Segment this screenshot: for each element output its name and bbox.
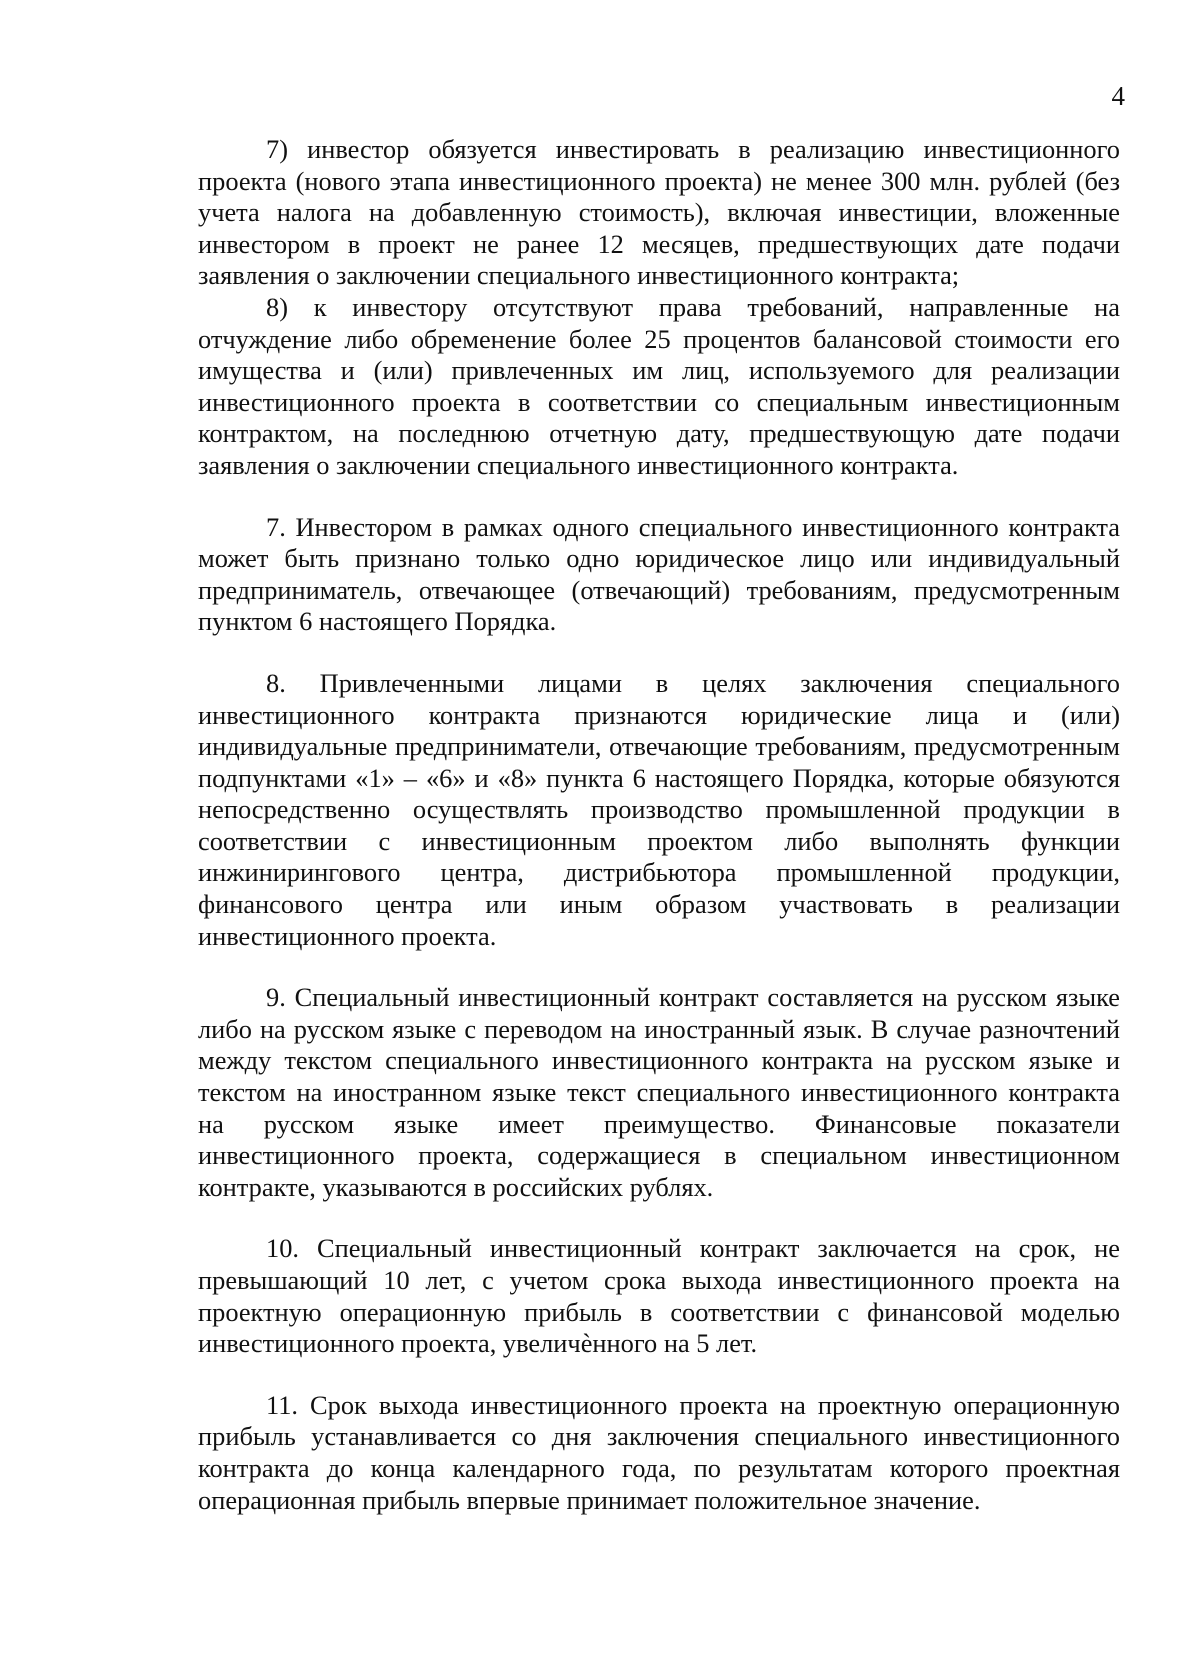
clause-11: 11. Срок выхода инвестиционного проекта на проектную операционную прибыль устанавливается со дня заключения специального инвестиционного контракта до конца календарного года, по результатам которого проектная операционная прибыль впервые принимает положительное значение.	[198, 1389, 1120, 1515]
subclause-8: 8) к инвестору отсутствуют права требований, направленные на отчуждение либо обременение более 25 процентов балансовой стоимости его имущества и (или) привлеченных им лиц, используемого для реализации инвестиционного проекта в соответствии со специальным инвестиционным контрактом, на последнюю отчетную дату, предшествующую дате подачи заявления о заключении специального инвестиционного контракта.	[198, 291, 1120, 480]
clause-7: 7. Инвестором в рамках одного специального инвестиционного контракта может быть признано только одно юридическое лицо или индивидуальный предприниматель, отвечающее (отвечающий) требованиям, предусмотренным пунктом 6 настоящего Порядка.	[198, 511, 1120, 637]
clause-8: 8. Привлеченными лицами в целях заключения специального инвестиционного контракта признаются юридические лица и (или) индивидуальные предприниматели, отвечающие требованиям, предусмотренным подпунктами «1» – «6» и «8» пункта 6 настоящего Порядка, которые обязуются непосредственно осуществлять производство промышленной продукции в соответствии с инвестиционным проектом либо выполнять функции инжинирингового центра, дистрибьютора промышленной продукции, финансового центра или иным образом участвовать в реализации инвестиционного проекта.	[198, 667, 1120, 951]
clause-9: 9. Специальный инвестиционный контракт составляется на русском языке либо на русском языке с переводом на иностранный язык. В случае разночтений между текстом специального инвестиционного контракта на русском языке и текстом на иностранном языке текст специального инвестиционного контракта на русском языке имеет преимущество. Финансовые показатели инвестиционного проекта, содержащиеся в специальном инвестиционном контракте, указываются в российских рублях.	[198, 982, 1120, 1202]
clause-10: 10. Специальный инвестиционный контракт заключается на срок, не превышающий 10 лет, с учетом срока выхода инвестиционного проекта на проектную операционную прибыль в соответствии с финансовой моделью инвестиционного проекта, увеличѐнного на 5 лет.	[198, 1233, 1120, 1359]
document-body	[198, 134, 1120, 1516]
subclause-7: 7) инвестор обязуется инвестировать в реализацию инвестиционного проекта (нового этапа инвестиционного проекта) не менее 300 млн. рублей (без учета налога на добавленную стоимость), включая инвестиции, вложенные инвестором в проект не ранее 12 месяцев, предшествующих дате подачи заявления о заключении специального инвестиционного контракта;	[198, 134, 1120, 291]
page-number: 4	[1111, 81, 1125, 111]
